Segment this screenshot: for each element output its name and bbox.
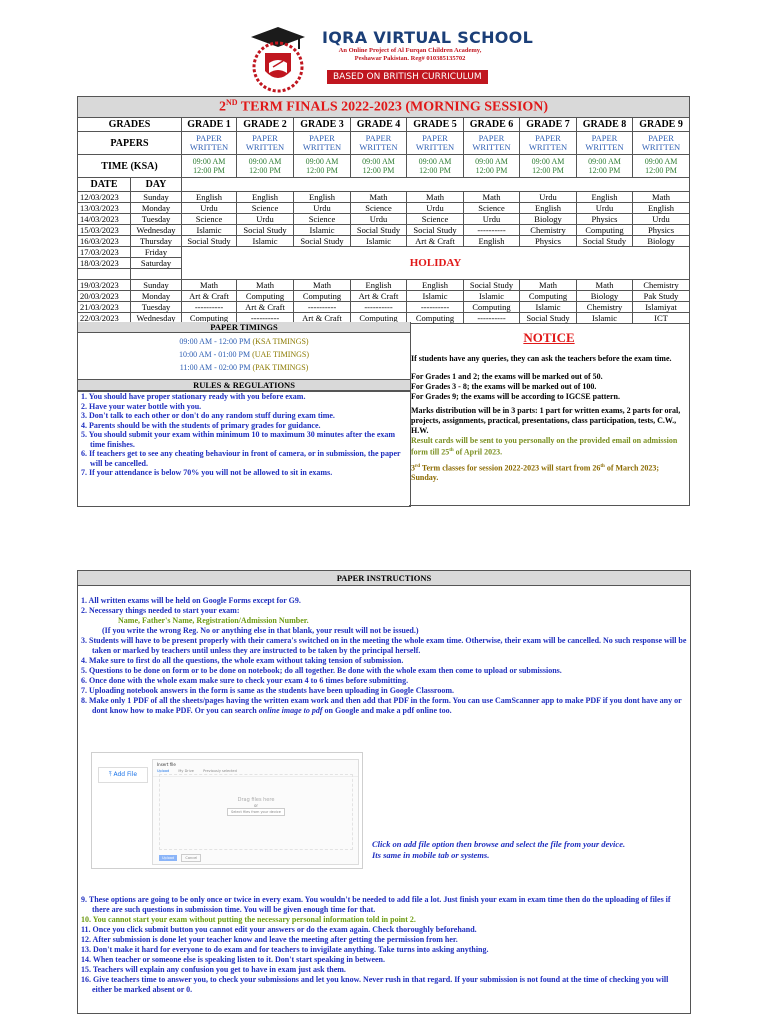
subject-cell: Chemistry bbox=[633, 280, 690, 291]
subject-cell: Biology bbox=[577, 291, 633, 302]
dialog-title: Insert file bbox=[157, 762, 176, 767]
paper-type-cell bbox=[182, 132, 237, 155]
paper-type-cell bbox=[520, 132, 577, 155]
paper-line-2: WRITTEN bbox=[302, 142, 342, 152]
paper-line-2: WRITTEN bbox=[359, 142, 398, 152]
grade-header: GRADE 2 bbox=[237, 118, 294, 132]
subject-cell: Math bbox=[520, 280, 577, 291]
blank-day-cell bbox=[131, 269, 182, 280]
subject-cell: Islamic bbox=[351, 236, 407, 247]
add-file-screenshot bbox=[91, 752, 363, 869]
subject-cell: Physics bbox=[577, 214, 633, 225]
subject-cell: Social Study bbox=[464, 280, 520, 291]
exam-date: 21/03/2023 bbox=[78, 302, 131, 313]
paper-line-1: PAPER bbox=[422, 133, 448, 143]
timing-row bbox=[78, 335, 410, 348]
exam-day: Wednesday bbox=[131, 313, 182, 324]
subject-cell: Social Study bbox=[237, 225, 294, 236]
exam-date: 12/03/2023 bbox=[78, 192, 131, 203]
subject-cell: Science bbox=[407, 214, 464, 225]
timing-zone: (PAK TIMINGS) bbox=[252, 363, 309, 372]
subject-cell: Physics bbox=[520, 236, 577, 247]
grade-header: GRADE 4 bbox=[351, 118, 407, 132]
timing-zone: (UAE TIMINGS) bbox=[252, 350, 310, 359]
paper-line-1: PAPER bbox=[252, 133, 278, 143]
timetable-row bbox=[78, 280, 690, 291]
dialog-tab-my-drive[interactable]: My Drive bbox=[178, 769, 194, 773]
timetable-row bbox=[78, 192, 690, 203]
timetable-row bbox=[78, 203, 690, 214]
exam-time-cell bbox=[464, 155, 520, 178]
time-end: 12:00 PM bbox=[249, 166, 281, 175]
subject-cell: Chemistry bbox=[520, 225, 577, 236]
grades-label: GRADES bbox=[78, 118, 182, 132]
instruction-5: 5. Questions to be done on form or to be done on notebook; do all together. Be done with the whole exam then come to upload or submissions. bbox=[81, 666, 562, 675]
instruction-8: 8. Make only 1 PDF of all the sheets/pages having the written exam work and then add that PDF in the form. You can use CamScanner app to make PDF if you dont have any or dont know how to make PDF. Or you can search online image to pdf on Google and make a pdf online too. bbox=[81, 696, 682, 715]
time-start: 09:00 AM bbox=[475, 157, 508, 166]
paper-line-2: WRITTEN bbox=[585, 142, 624, 152]
date-column-header: DATE bbox=[78, 178, 131, 192]
school-name: IQRA VIRTUAL SCHOOL bbox=[322, 28, 534, 47]
exam-day: Wednesday bbox=[131, 225, 182, 236]
subject-cell: English bbox=[577, 192, 633, 203]
time-end: 12:00 PM bbox=[588, 166, 621, 175]
instruction-15: 15. Teachers will explain any confusion you get to have in exam just ask them. bbox=[81, 965, 346, 974]
subject-cell: Islamic bbox=[407, 291, 464, 302]
notice-grades-1-2: For Grades 1 and 2; the exams will be marked out of 50. bbox=[411, 372, 603, 381]
paper-type-cell bbox=[407, 132, 464, 155]
subject-cell: Math bbox=[577, 280, 633, 291]
subject-cell: Social Study bbox=[351, 225, 407, 236]
subject-cell: Islamic bbox=[237, 236, 294, 247]
exam-time-cell bbox=[182, 155, 237, 178]
caption-line-2: Its same in mobile tab or systems. bbox=[372, 850, 490, 860]
subject-cell: Physics bbox=[633, 225, 690, 236]
time-start: 09:00 AM bbox=[192, 157, 226, 166]
subject-cell: Computing bbox=[351, 313, 407, 324]
exam-time-cell bbox=[237, 155, 294, 178]
timetable-row bbox=[78, 247, 690, 258]
notice-grades-3-8: For Grades 3 - 8; the exams will be marked out of 100. bbox=[411, 382, 597, 391]
subject-cell: ICT bbox=[633, 313, 690, 324]
exam-day: Tuesday bbox=[131, 302, 182, 313]
insert-file-dialog bbox=[152, 759, 359, 865]
grade-header: GRADE 7 bbox=[520, 118, 577, 132]
notice-panel bbox=[409, 322, 690, 506]
time-start: 09:00 AM bbox=[248, 157, 282, 166]
upload-icon: ⤒ bbox=[108, 771, 114, 778]
exam-day: Monday bbox=[131, 203, 182, 214]
subject-cell: Social Study bbox=[407, 225, 464, 236]
subject-cell: Chemistry bbox=[577, 302, 633, 313]
subject-cell: ---------- bbox=[464, 313, 520, 324]
subject-cell: English bbox=[520, 203, 577, 214]
timetable-row bbox=[78, 291, 690, 302]
dialog-drop-text: Drag files here bbox=[237, 797, 275, 803]
instruction-2-warning: (If you write the wrong Reg. No or anything else in that blank, your result will not be issued.) bbox=[102, 626, 419, 635]
school-logo bbox=[243, 23, 313, 93]
rule-item: 6. If teachers get to see any cheating behaviour in front of camera, or in submission, the paper will be cancelled. bbox=[81, 449, 401, 468]
subject-cell: English bbox=[237, 192, 294, 203]
subject-cell: Computing bbox=[237, 291, 294, 302]
subject-cell: English bbox=[294, 192, 351, 203]
instruction-14: 14. When teacher or someone else is speaking listen to it. Don't start speaking in between. bbox=[81, 955, 385, 964]
timing-range: 09:00 AM - 12:00 PM bbox=[179, 337, 251, 346]
caption-line-1: Click on add file option then browse and select the file from your device. bbox=[372, 839, 626, 849]
instruction-7: 7. Uploading notebook answers in the form is same as the students have been uploading in Google Classroom. bbox=[81, 686, 455, 695]
rule-item: 4. Parents should be with the students of primary grades for guidance. bbox=[81, 420, 321, 430]
subject-cell: Math bbox=[182, 280, 237, 291]
subject-cell: Urdu bbox=[351, 214, 407, 225]
time-end: 12:00 PM bbox=[475, 166, 508, 175]
notice-queries: If students have any queries, they can ask the teachers before the exam time. bbox=[411, 354, 672, 363]
instruction-9: 9. These options are going to be only once or twice in every exam. You wouldn't be needed to add file a lot. Just finish your exam in exam time then do the uploading of files if there are such questions in submission time. You will be given enough time for that. bbox=[81, 895, 671, 914]
subject-cell: English bbox=[633, 203, 690, 214]
notice-title: NOTICE bbox=[523, 330, 575, 345]
subject-cell: Math bbox=[464, 192, 520, 203]
subject-cell: Islamic bbox=[577, 313, 633, 324]
subject-cell: Computing bbox=[577, 225, 633, 236]
curriculum-badge: BASED ON BRITISH CURRICULUM bbox=[327, 70, 488, 84]
exam-date: 13/03/2023 bbox=[78, 203, 131, 214]
subject-cell: Islamic bbox=[294, 225, 351, 236]
subject-cell: Science bbox=[351, 203, 407, 214]
timetable-row bbox=[78, 225, 690, 236]
subject-cell: Computing bbox=[182, 313, 237, 324]
instruction-1: 1. All written exams will be held on Google Forms except for G9. bbox=[81, 596, 301, 605]
grade-header: GRADE 3 bbox=[294, 118, 351, 132]
time-end: 12:00 PM bbox=[306, 166, 338, 175]
subject-cell: Urdu bbox=[633, 214, 690, 225]
exam-timetable bbox=[77, 96, 690, 324]
dialog-or-text: or bbox=[253, 803, 259, 808]
notice-marks-distribution: Marks distribution will be in 3 parts: 1 part for written exams, 2 parts for oral, projects, assignments, practical, presentations, class participation, tests, C.W., H.W. bbox=[411, 406, 681, 435]
subject-cell: Science bbox=[182, 214, 237, 225]
subject-cell: Art & Craft bbox=[407, 236, 464, 247]
subject-cell: ---------- bbox=[351, 302, 407, 313]
subject-cell: ---------- bbox=[407, 302, 464, 313]
subject-cell: Science bbox=[464, 203, 520, 214]
paper-line-1: PAPER bbox=[478, 133, 505, 143]
timing-zone: (KSA TIMINGS) bbox=[252, 337, 309, 346]
paper-line-1: PAPER bbox=[309, 133, 335, 143]
subject-cell: Urdu bbox=[294, 203, 351, 214]
time-end: 12:00 PM bbox=[645, 166, 677, 175]
rules-panel bbox=[77, 379, 411, 507]
grade-header: GRADE 1 bbox=[182, 118, 237, 132]
exam-day: Friday bbox=[131, 247, 182, 258]
paper-line-2: WRITTEN bbox=[641, 142, 681, 152]
exam-day: Saturday bbox=[131, 258, 182, 269]
subject-cell: Science bbox=[237, 203, 294, 214]
subject-cell: Urdu bbox=[407, 203, 464, 214]
exam-time-cell bbox=[577, 155, 633, 178]
time-start: 09:00 AM bbox=[644, 157, 678, 166]
rules-heading: RULES & REGULATIONS bbox=[78, 380, 410, 391]
subject-cell: Biology bbox=[520, 214, 577, 225]
subject-cell: Urdu bbox=[182, 203, 237, 214]
paper-line-1: PAPER bbox=[196, 133, 222, 143]
subject-cell: English bbox=[182, 192, 237, 203]
subject-cell: Islamic bbox=[182, 225, 237, 236]
instruction-12: 12. After submission is done let your teacher know and leave the meeting after getting the permission from her. bbox=[81, 935, 458, 944]
time-start: 09:00 AM bbox=[588, 157, 621, 166]
subject-cell: Urdu bbox=[464, 214, 520, 225]
timing-range: 11:00 AM - 02:00 PM bbox=[179, 363, 251, 372]
paper-line-2: WRITTEN bbox=[528, 142, 568, 152]
time-end: 12:00 PM bbox=[362, 166, 395, 175]
rule-item: 5. You should submit your exam within minimum 10 to maximum 30 minutes after the exam time finishes. bbox=[81, 430, 396, 449]
subject-cell: Math bbox=[237, 280, 294, 291]
subject-cell: Art & Craft bbox=[182, 291, 237, 302]
subject-cell: Math bbox=[633, 192, 690, 203]
timing-range: 10:00 AM - 01:00 PM bbox=[178, 350, 251, 359]
subject-cell: Social Study bbox=[294, 236, 351, 247]
time-start: 09:00 AM bbox=[362, 157, 395, 166]
tagline-line-1: An Online Project of Al Furqan Children Academy, bbox=[338, 47, 482, 54]
subject-cell: Science bbox=[294, 214, 351, 225]
instruction-10: 10. You cannot start your exam without putting the necessary personal information told in point 2. bbox=[81, 915, 416, 924]
tagline-line-2: Peshawar Pakistan. Reg# 01038513570​2 bbox=[354, 55, 466, 62]
subject-cell: Islamiyat bbox=[633, 302, 690, 313]
timing-row bbox=[78, 361, 410, 374]
dialog-tab-upload[interactable]: Upload bbox=[157, 769, 170, 773]
subject-cell: Computing bbox=[464, 302, 520, 313]
grade-header: GRADE 5 bbox=[407, 118, 464, 132]
subject-cell: English bbox=[464, 236, 520, 247]
subject-cell: Math bbox=[351, 192, 407, 203]
time-label: TIME (KSA) bbox=[78, 155, 182, 178]
timetable-row bbox=[78, 302, 690, 313]
paper-line-1: PAPER bbox=[365, 133, 392, 143]
exam-time-cell bbox=[294, 155, 351, 178]
exam-date: 15/03/2023 bbox=[78, 225, 131, 236]
subject-cell: ---------- bbox=[464, 225, 520, 236]
add-file-button[interactable]: ⤒ Add File bbox=[98, 767, 148, 783]
subject-cell: Computing bbox=[520, 291, 577, 302]
subject-cell: Social Study bbox=[182, 236, 237, 247]
subject-cell: ---------- bbox=[294, 302, 351, 313]
rule-item: 2. Have your water bottle with you. bbox=[81, 401, 202, 411]
subject-cell: ---------- bbox=[182, 302, 237, 313]
subject-cell: Biology bbox=[633, 236, 690, 247]
paper-line-1: PAPER bbox=[591, 133, 618, 143]
time-start: 09:00 AM bbox=[531, 157, 565, 166]
exam-time-cell bbox=[520, 155, 577, 178]
paper-line-2: WRITTEN bbox=[415, 142, 455, 152]
subject-cell: Social Study bbox=[520, 313, 577, 324]
subject-cell: Urdu bbox=[237, 214, 294, 225]
paper-line-2: WRITTEN bbox=[189, 142, 229, 152]
grade-header: GRADE 8 bbox=[577, 118, 633, 132]
exam-date: 19/03/2023 bbox=[78, 280, 131, 291]
subject-cell: Art & Craft bbox=[351, 291, 407, 302]
notice-result-cards: Result cards will be sent to you personally on the provided email on admission form till 25th of April 2023. bbox=[411, 436, 678, 457]
subject-cell: English bbox=[407, 280, 464, 291]
exam-date: 20/03/2023 bbox=[78, 291, 131, 302]
paper-type-cell bbox=[633, 132, 690, 155]
instruction-2-fields: Name, Father's Name, Registration/Admission Number. bbox=[118, 616, 309, 625]
time-start: 09:00 AM bbox=[418, 157, 452, 166]
instruction-11: 11. Once you click submit button you cannot edit your answers or do the exam again. Check thoroughly beforehand. bbox=[81, 925, 477, 934]
paper-line-2: WRITTEN bbox=[245, 142, 285, 152]
exam-day: Sunday bbox=[131, 192, 182, 203]
instruction-4: 4. Make sure to first do all the questions, the whole exam without taking tension of submission. bbox=[81, 656, 404, 665]
instruction-6: 6. Once done with the whole exam make sure to check your exam 4 to 6 times before submitting. bbox=[81, 676, 409, 685]
exam-time-cell bbox=[407, 155, 464, 178]
subject-cell: Math bbox=[407, 192, 464, 203]
subject-cell: Art & Craft bbox=[237, 302, 294, 313]
paper-type-cell bbox=[351, 132, 407, 155]
timetable-title: 2ND TERM FINALS 2022-2023 (MORNING SESSION) bbox=[78, 97, 690, 118]
subject-cell: Urdu bbox=[577, 203, 633, 214]
dialog-upload-button[interactable]: Upload bbox=[159, 855, 177, 861]
time-end: 12:00 PM bbox=[419, 166, 451, 175]
rule-item: 1. You should have proper stationary ready with you before exam. bbox=[81, 392, 306, 401]
instruction-3: 3. Students will have to be present properly with their camera's switched on in the meeting the whole exam time. Otherwise, their exam will be cancelled. No such response will be taken or marked by teachers until unless they are instructed to be taken by the principal herself. bbox=[81, 636, 687, 655]
add-file-caption bbox=[372, 839, 672, 861]
exam-day: Sunday bbox=[131, 280, 182, 291]
notice-grade-9: For Grades 9; the exams will be according to IGCSE pattern. bbox=[411, 392, 620, 401]
exam-date: 17/03/2023 bbox=[78, 247, 131, 258]
time-start: 09:00 AM bbox=[305, 157, 339, 166]
paper-instructions-heading: PAPER INSTRUCTIONS bbox=[78, 571, 690, 586]
holiday-cell: HOLIDAY bbox=[182, 247, 690, 280]
subject-cell: Urdu bbox=[520, 192, 577, 203]
day-column-header: DAY bbox=[131, 178, 182, 192]
exam-time-cell bbox=[633, 155, 690, 178]
exam-date: 16/03/2023 bbox=[78, 236, 131, 247]
subject-cell: Islamic bbox=[464, 291, 520, 302]
exam-time-cell bbox=[351, 155, 407, 178]
rule-item: 3. Don't talk to each other or don't do any random stuff during exam time. bbox=[81, 411, 335, 420]
subject-cell: ---------- bbox=[237, 313, 294, 324]
timetable-row bbox=[78, 214, 690, 225]
instruction-16: 16. Give teachers time to answer you, to check your submissions and let you know. Never rush in that regard. If your submission is not found at the time of checking you will either be marked absent or 0. bbox=[81, 975, 669, 994]
subject-cell: English bbox=[351, 280, 407, 291]
dialog-tab-previously-selected[interactable]: Previously selected bbox=[203, 769, 237, 773]
time-end: 12:00 PM bbox=[532, 166, 564, 175]
dialog-cancel-button[interactable]: Cancel bbox=[181, 854, 201, 862]
exam-date: 22/03/2023 bbox=[78, 313, 131, 324]
exam-date: 14/03/2023 bbox=[78, 214, 131, 225]
subject-cell: Art & Craft bbox=[294, 313, 351, 324]
grade-header: GRADE 9 bbox=[633, 118, 690, 132]
paper-type-cell bbox=[464, 132, 520, 155]
paper-line-1: PAPER bbox=[535, 133, 561, 143]
instruction-13: 13. Don't make it hard for everyone to do exam and for teachers to invigilate anything. Take turns into asking anything. bbox=[81, 945, 489, 954]
exam-date: 18/03/2023 bbox=[78, 258, 131, 269]
timing-row bbox=[78, 348, 410, 361]
grade-header: GRADE 6 bbox=[464, 118, 520, 132]
subject-cell: Computing bbox=[294, 291, 351, 302]
select-files-button[interactable]: Select files from your device bbox=[227, 808, 285, 816]
timetable-row bbox=[78, 236, 690, 247]
exam-day: Tuesday bbox=[131, 214, 182, 225]
subject-cell: Math bbox=[294, 280, 351, 291]
notice-third-term: 3rd Term classes for session 2022-2023 will start from 26th of March 2023; Sunday. bbox=[411, 463, 660, 483]
rule-item: 7. If your attendance is below 70% you will not be allowed to sit in exams. bbox=[81, 468, 333, 477]
subject-cell: Social Study bbox=[577, 236, 633, 247]
subject-cell: Islamic bbox=[520, 302, 577, 313]
time-end: 12:00 PM bbox=[193, 166, 225, 175]
exam-day: Thursday bbox=[131, 236, 182, 247]
subject-cell: Pak Study bbox=[633, 291, 690, 302]
paper-line-2: WRITTEN bbox=[472, 142, 511, 152]
exam-day: Monday bbox=[131, 291, 182, 302]
papers-label: PAPERS bbox=[78, 132, 182, 155]
paper-type-cell bbox=[237, 132, 294, 155]
subject-cell: Computing bbox=[407, 313, 464, 324]
paper-type-cell bbox=[294, 132, 351, 155]
paper-type-cell bbox=[577, 132, 633, 155]
paper-line-1: PAPER bbox=[648, 133, 674, 143]
instruction-2: 2. Necessary things needed to start your exam: bbox=[81, 606, 240, 615]
paper-timings-heading: PAPER TIMINGS bbox=[78, 322, 410, 333]
blank-date-cell bbox=[78, 269, 131, 280]
